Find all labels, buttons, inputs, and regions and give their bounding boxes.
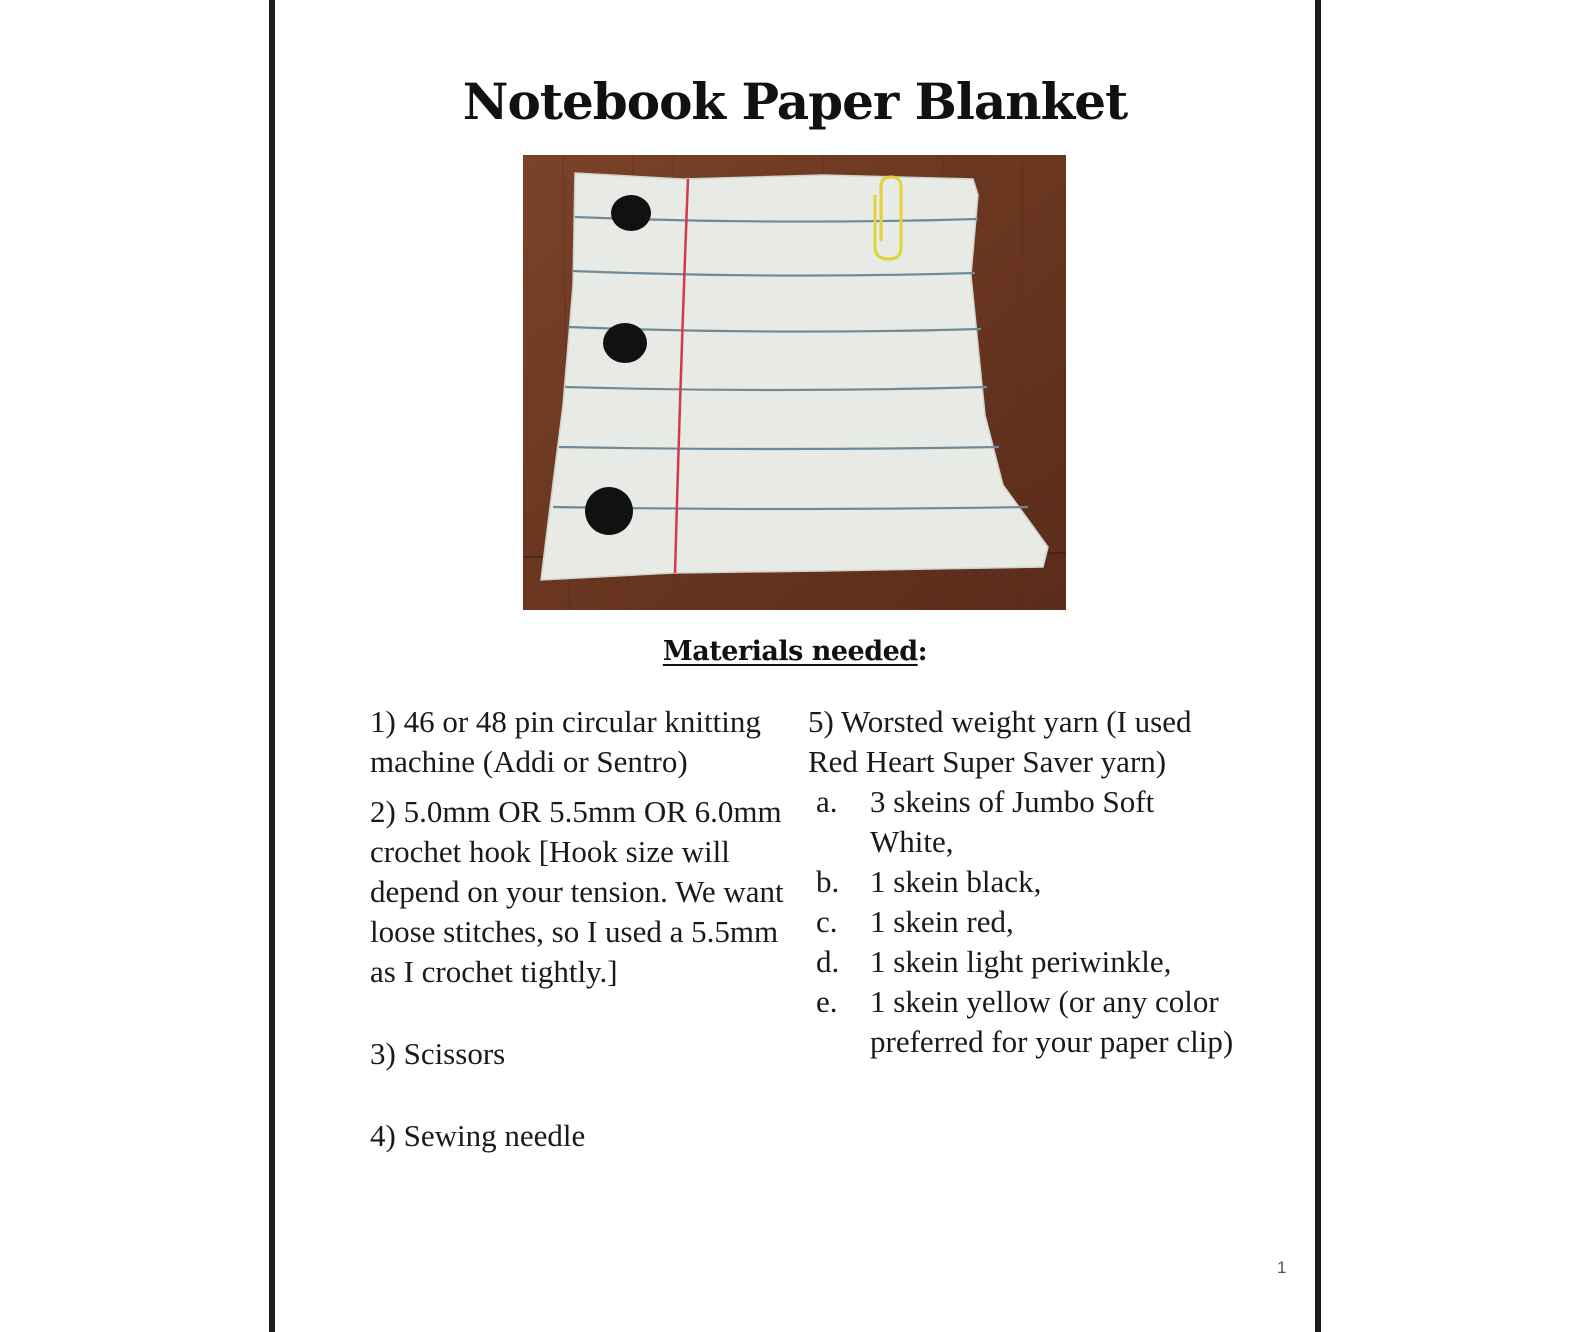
list-item-letter: b.: [816, 864, 840, 899]
yarn-sub-list: [808, 782, 1238, 1062]
material-item-1: [370, 702, 790, 782]
page-border-right: [1315, 0, 1321, 1332]
list-item-letter: c.: [816, 904, 838, 939]
list-item-letter: e.: [816, 984, 838, 1019]
list-item: [808, 902, 1238, 942]
list-item-text: 3 skeins of Jumbo Soft White,: [870, 784, 1155, 859]
material-item-3: [370, 1034, 790, 1074]
material-item-1-text: 1) 46 or 48 pin circular knitting machine (Addi or Sentro): [370, 704, 761, 779]
material-item-5: [808, 702, 1238, 782]
material-item-5-text: 5) Worsted weight yarn (I used Red Heart Super Saver yarn): [808, 704, 1192, 779]
list-item-text: 1 skein black,: [870, 864, 1042, 899]
list-item-letter: a.: [816, 784, 838, 819]
materials-heading-text: Materials needed: [662, 636, 918, 667]
page-number: 1: [1277, 1258, 1287, 1277]
material-item-4-text: 4) Sewing needle: [370, 1118, 586, 1153]
page-title: Notebook Paper Blanket: [462, 72, 1128, 131]
material-item-3-text: 3) Scissors: [370, 1036, 506, 1071]
material-item-2-text: 2) 5.0mm OR 5.5mm OR 6.0mm crochet hook [Hook size will depend on your tension. We want loose stitches, so I used a 5.5mm as I crochet tightly.]: [370, 794, 784, 989]
list-item-text: 1 skein red,: [870, 904, 1014, 939]
list-item-letter: d.: [816, 944, 840, 979]
notebook-paper-blanket-photo-icon: [523, 155, 1066, 610]
material-item-4: [370, 1116, 790, 1156]
list-item-text: 1 skein light periwinkle,: [870, 944, 1172, 979]
material-item-2: [370, 792, 790, 992]
materials-heading-colon: :: [917, 636, 928, 667]
list-item: [808, 982, 1238, 1062]
list-item: [808, 782, 1238, 862]
materials-left-column: [370, 702, 790, 1156]
list-item-text: 1 skein yellow (or any color preferred for your paper clip): [870, 984, 1234, 1059]
list-item: [808, 862, 1238, 902]
materials-heading: [275, 636, 1315, 667]
list-item: [808, 942, 1238, 982]
materials-right-column: [808, 702, 1238, 1062]
